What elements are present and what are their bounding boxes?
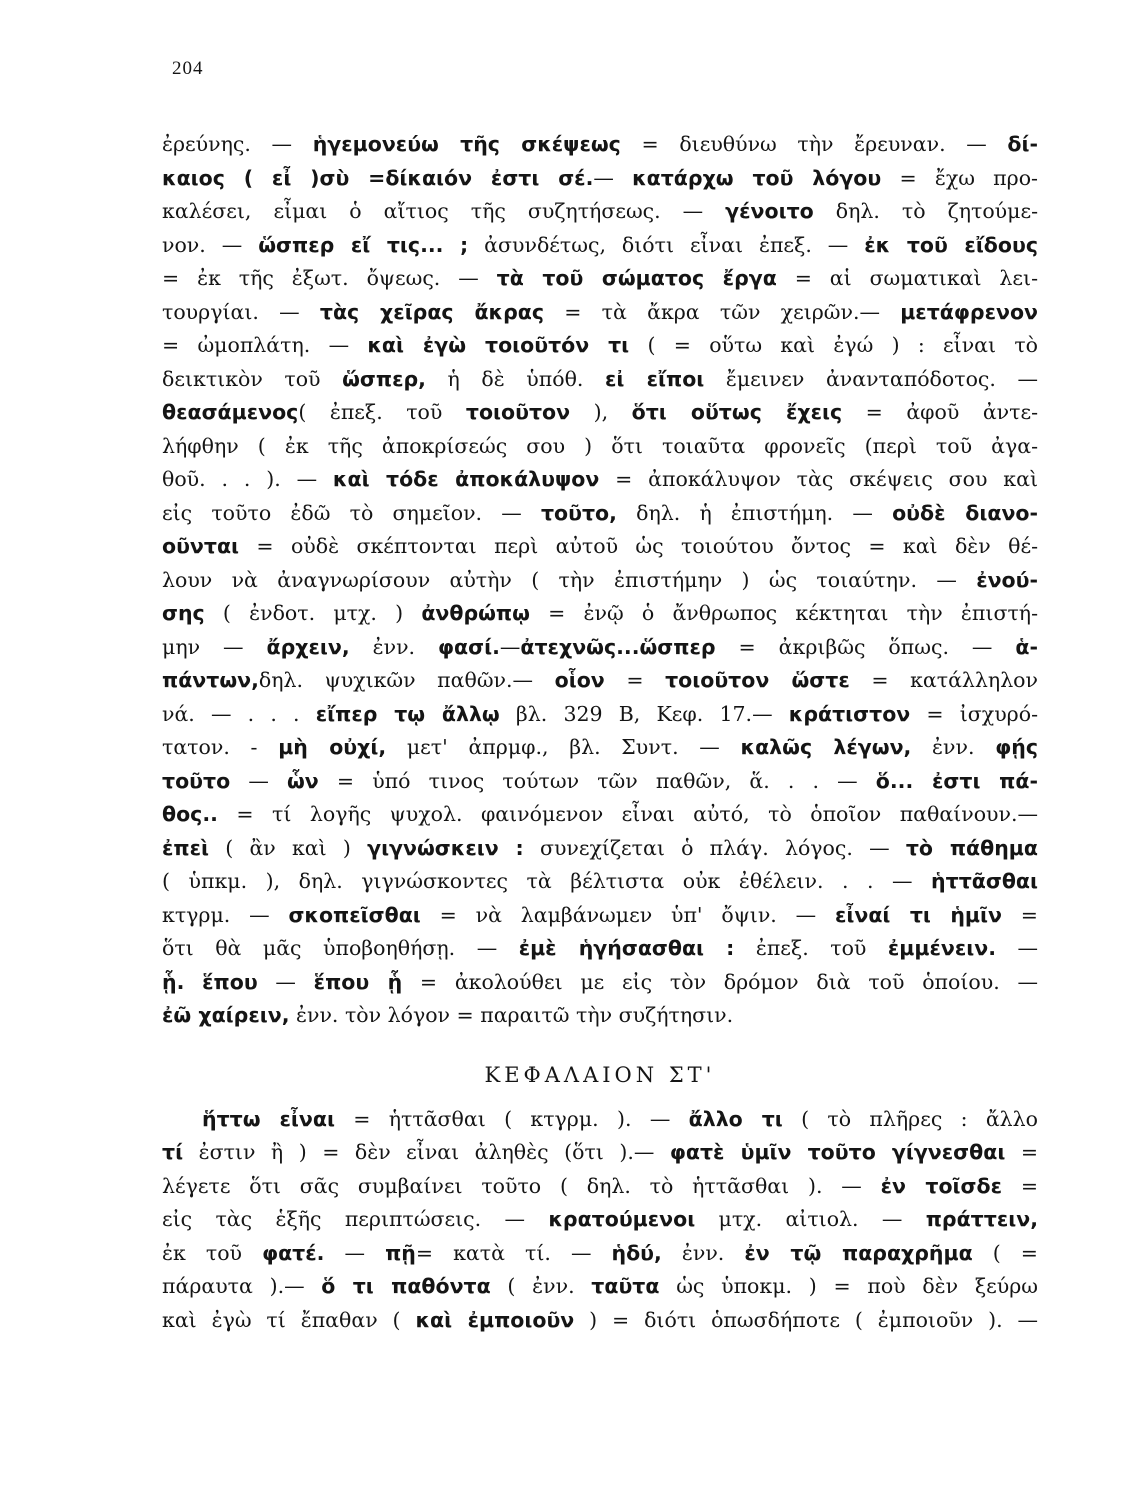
lemma: ἡγεμονεύω τῆς σκέψεως: [312, 132, 621, 156]
text-line: [162, 932, 1038, 966]
text-line: [162, 430, 1038, 464]
commentary-text: εἰς τὰς ἑξῆς περιπτώσεις. —: [162, 1207, 549, 1231]
lemma: καλῶς λέγων,: [740, 735, 912, 759]
lemma: κατάρχω τοῦ λόγου: [632, 165, 882, 190]
text-line: [162, 396, 1038, 430]
lemma: οῦνται: [162, 534, 240, 558]
text-line: [162, 798, 1038, 832]
text-line: [162, 765, 1038, 799]
commentary-text: ὅτι θὰ μᾶς ὑποβοηθήσῃ. —: [162, 936, 519, 960]
lemma: ἥττω εἶναι: [202, 1106, 335, 1131]
text-line: [162, 597, 1038, 631]
lemma: ὥσπερ,: [342, 366, 426, 391]
lemma: ὅ τι παθόντα: [321, 1274, 491, 1298]
commentary-text: = ἰσχυρό-: [910, 701, 1038, 726]
lemma: τὰς χεῖρας ἄκρας: [319, 299, 545, 324]
commentary-text: κτγρμ. —: [162, 902, 289, 927]
lemma: κρατούμενοι: [548, 1207, 696, 1231]
commentary-text: ἐπεξ. τοῦ: [734, 936, 888, 960]
lemma: ἁ-: [1015, 634, 1038, 659]
lemma: κράτιστον: [788, 701, 911, 726]
commentary-text: ἐνν.: [911, 735, 996, 759]
commentary-text: ( ἐπεξ. τοῦ: [298, 400, 466, 424]
commentary-text: συνεχίζεται ὁ πλάγ. λόγος. —: [523, 835, 906, 860]
commentary-text: ( ἂν καὶ ): [209, 835, 368, 860]
lemma: ᾗ.: [162, 969, 185, 994]
text-line: [162, 1237, 1038, 1271]
text-line: [162, 1203, 1038, 1237]
commentary-text: —: [499, 634, 521, 659]
commentary-text: = οὐδὲ σκέπτονται περὶ αὐτοῦ ὡς τοιούτου ὄντος = καὶ δὲν θέ-: [239, 534, 1038, 558]
lemma: τὸ πάθημα: [905, 835, 1038, 860]
commentary-text: ἐνν.: [661, 1240, 745, 1265]
lemma: ὅτι οὕτως ἔχεις: [631, 400, 843, 424]
commentary-section-1: [162, 128, 1038, 1033]
commentary-text: νον. —: [162, 232, 259, 257]
chapter-heading: ΚΕΦΑΛΑΙΟΝ ΣΤ': [484, 1062, 716, 1087]
text-line: [162, 128, 1038, 162]
commentary-section-2: [162, 1103, 1038, 1338]
commentary-text: = τὰ ἄκρα τῶν χειρῶν.—: [544, 299, 901, 324]
lemma: εἴπερ τῳ ἄλλῳ: [315, 701, 500, 726]
commentary-text: = ἀκολούθει με εἰς τὸν δρόμον διὰ τοῦ ὁποίου. —: [402, 969, 1038, 994]
commentary-text: δηλ. ἡ ἐπιστήμη. —: [616, 500, 893, 525]
text-line: [162, 664, 1038, 698]
commentary-text: ἐστιν ἢ ) = δὲν εἶναι ἀληθὲς (ὅτι ).—: [183, 1140, 670, 1164]
text-line: [162, 564, 1038, 598]
commentary-text: [184, 970, 202, 994]
commentary-text: =: [1005, 1140, 1038, 1164]
lemma: φατὲ ὑμῖν τοῦτο γίγνεσθαι: [669, 1140, 1006, 1164]
commentary-text: ἐνν. τὸν λόγον = παραιτῶ τὴν συζήτησιν.: [289, 1003, 734, 1027]
commentary-text: βλ. 329 B, Κεφ. 17.—: [499, 701, 789, 726]
lemma: τοῦτο,: [540, 500, 617, 525]
text-line: [162, 329, 1038, 363]
text-line: [162, 631, 1038, 665]
commentary-text: = τί λογῆς ψυχολ. φαινόμενον εἶναι αὐτό, τὸ ὁποῖον παθαίνουν.—: [217, 802, 1038, 826]
lemma: τοιοῦτον: [465, 400, 571, 424]
commentary-text: ( ἐνδοτ. μτχ. ): [204, 601, 422, 625]
lemma: τοῦτο: [162, 768, 231, 793]
commentary-text: λουν νὰ ἀναγνωρίσουν αὐτὴν ( τὴν ἐπιστήμην ) ὡς τοιαύτην. —: [162, 567, 977, 592]
lemma: ὧν: [286, 768, 319, 793]
commentary-text: καὶ ἐγὼ τί ἔπαθαν (: [162, 1307, 416, 1332]
lemma: ἡδύ,: [611, 1240, 662, 1265]
text-line: [162, 698, 1038, 732]
lemma: ἐμὲ ἡγήσασθαι :: [518, 936, 735, 960]
lemma: καὶ ἐμποιοῦν: [415, 1307, 575, 1332]
commentary-body: [162, 128, 1038, 1337]
text-line: [162, 1103, 1038, 1137]
text-line: [162, 530, 1038, 564]
commentary-text: ἐρεύνης. —: [162, 132, 313, 156]
lemma: σκοπεῖσθαι: [288, 902, 421, 927]
lemma: ὅ... ἐστι πά-: [875, 768, 1038, 793]
lemma: μετάφρενον: [900, 299, 1038, 324]
commentary-text: λήφθην ( ἐκ τῆς ἀποκρίσεώς σου ) ὅτι τοιαῦτα φρονεῖς (περὶ τοῦ ἀγα-: [162, 433, 1038, 458]
commentary-text: = ἀκριβῶς ὅπως. —: [715, 634, 1016, 659]
lemma: ταῦτα: [591, 1274, 660, 1298]
lemma: καὶ ἐγὼ τοιοῦτόν τι: [367, 333, 630, 357]
lemma: καὶ τόδε ἀποκάλυψον: [332, 467, 600, 491]
lemma: τὰ τοῦ σώματος ἔργα: [496, 266, 777, 290]
text-line: [162, 1304, 1038, 1338]
commentary-text: ἀσυνδέτως, διότι εἶναι ἐπεξ. —: [468, 232, 865, 257]
commentary-text: ὡς ὑποκμ. ) = ποὺ δὲν ξεύρω: [659, 1274, 1038, 1298]
lemma: πῇ: [385, 1240, 416, 1265]
text-line: [162, 363, 1038, 397]
commentary-text: = ἡττᾶσθαι ( κτγρμ. ). —: [334, 1106, 689, 1131]
lemma: γιγνώσκειν :: [367, 835, 524, 860]
commentary-text: δεικτικὸν τοῦ: [162, 366, 343, 391]
text-line: [162, 497, 1038, 531]
text-line: [162, 162, 1038, 196]
commentary-text: εἰς τοῦτο ἐδῶ τὸ σημεῖον. —: [162, 500, 541, 525]
commentary-text: —: [257, 969, 314, 994]
commentary-text: ( ὑπκμ. ), δηλ. γιγνώσκοντες τὰ βέλτιστα οὐκ ἐθέλειν. . . —: [162, 869, 932, 893]
commentary-text: —: [230, 768, 287, 793]
commentary-text: τατον. -: [162, 735, 279, 759]
text-line: [162, 999, 1038, 1033]
lemma: τοιοῦτον ὥστε: [665, 668, 850, 692]
text-line: [162, 1170, 1038, 1204]
lemma: φατέ.: [262, 1240, 325, 1265]
commentary-text: δηλ. ψυχικῶν παθῶν.—: [258, 668, 555, 692]
commentary-text: καλέσει, εἶμαι ὁ αἴτιος τῆς συζητήσεως. —: [162, 199, 726, 223]
commentary-text: ἔμεινεν ἀνανταπόδοτος. —: [704, 366, 1038, 391]
commentary-text: δηλ. τὸ ζητούμε-: [813, 199, 1038, 223]
commentary-text: μετ' ἀπρμφ., βλ. Συντ. —: [386, 735, 741, 759]
lemma: καιος ( εἶ )σὺ =δίκαιόν ἐστι σέ.: [162, 165, 594, 190]
lemma: πράττειν,: [925, 1207, 1038, 1231]
commentary-text: πάραυτα ).—: [162, 1274, 322, 1298]
text-line: [162, 731, 1038, 765]
lemma: πάντων,: [162, 668, 259, 692]
lemma: οἷον: [554, 668, 605, 692]
lemma: ἐν τοῖσδε: [880, 1173, 1003, 1198]
lemma: εἶναί τι ἡμῖν: [834, 902, 1002, 927]
lemma: ἐνού-: [976, 567, 1038, 592]
commentary-text: =: [1001, 902, 1038, 927]
commentary-text: =: [1002, 1173, 1038, 1198]
commentary-text: = αἱ σωματικαὶ λει-: [776, 266, 1038, 290]
commentary-text: =: [604, 668, 666, 692]
commentary-text: ( τὸ πλῆρες : ἄλλο: [782, 1106, 1038, 1131]
lemma: ἀτεχνῶς...ὥσπερ: [520, 634, 716, 659]
text-line: [162, 463, 1038, 497]
commentary-text: = ἀποκάλυψον τὰς σκέψεις σου καὶ: [599, 467, 1038, 491]
lemma: ἐῶ χαίρειν,: [162, 1003, 290, 1027]
commentary-text: = κατάλληλον: [849, 668, 1038, 692]
text-line: [162, 966, 1038, 1000]
text-line: [162, 832, 1038, 866]
commentary-text: —: [324, 1240, 386, 1265]
commentary-text: —: [995, 936, 1038, 960]
lemma: ἐκ τοῦ εἴδους: [864, 232, 1038, 257]
commentary-text: ( = οὕτω καὶ ἐγώ ) : εἶναι τὸ: [629, 333, 1038, 357]
text-line: [162, 1270, 1038, 1304]
commentary-text: ( =: [972, 1240, 1038, 1265]
lemma: φῄς: [995, 735, 1038, 759]
lemma: ἐμμένειν.: [887, 936, 996, 960]
commentary-text: = ὠμοπλάτη. —: [162, 333, 368, 357]
commentary-text: —: [593, 165, 633, 190]
commentary-text: ἐνν.: [349, 634, 439, 659]
page-number: 204: [172, 58, 204, 79]
commentary-text: = κατὰ τί. —: [415, 1240, 612, 1265]
commentary-text: ( ἐνν.: [490, 1274, 592, 1298]
lemma: σης: [162, 601, 205, 625]
commentary-text: = ἔχω προ-: [881, 165, 1038, 190]
commentary-text: = νὰ λαμβάνωμεν ὑπ' ὄψιν. —: [420, 902, 835, 927]
commentary-text: = ἐνῷ ὁ ἄνθρωπος κέκτηται τὴν ἐπιστή-: [529, 601, 1038, 625]
lemma: θεασάμενος: [162, 400, 299, 424]
lemma: ἄλλο τι: [688, 1106, 783, 1131]
commentary-text: θοῦ. . . ). —: [162, 467, 333, 491]
text-line: [162, 296, 1038, 330]
lemma: ἄρχειν,: [266, 634, 350, 659]
text-line: [162, 262, 1038, 296]
lemma: τί: [162, 1140, 184, 1164]
commentary-text: μην —: [162, 634, 267, 659]
lemma: ὥσπερ εἴ τις... ;: [258, 232, 469, 257]
commentary-text: ἡ δὲ ὑπόθ.: [425, 366, 605, 391]
lemma: γένοιτο: [725, 199, 814, 223]
commentary-text: = ὑπό τινος τούτων τῶν παθῶν, ἅ. . . —: [318, 768, 876, 793]
commentary-text: ) = διότι ὁπωσδήποτε ( ἐμποιοῦν ). —: [574, 1307, 1038, 1332]
commentary-text: μτχ. αἰτιολ. —: [695, 1207, 926, 1231]
lemma: μὴ οὐχί,: [278, 735, 387, 759]
text-line: [162, 1136, 1038, 1170]
commentary-text: ἐκ τοῦ: [162, 1240, 263, 1265]
lemma: ἕπου ᾗ: [313, 969, 403, 994]
lemma: ἀνθρώπῳ: [421, 601, 530, 625]
text-line: [162, 865, 1038, 899]
lemma: ἡττᾶσθαι: [931, 869, 1038, 893]
lemma: δί-: [1007, 132, 1038, 156]
commentary-text: τουργίαι. —: [162, 299, 320, 324]
commentary-text: λέγετε ὅτι σᾶς συμβαίνει τοῦτο ( δηλ. τὸ ἡττᾶσθαι ). —: [162, 1173, 881, 1198]
lemma: ἐπεὶ: [162, 835, 210, 860]
text-line: [162, 229, 1038, 263]
commentary-text: = ἀφοῦ ἀντε-: [842, 400, 1038, 424]
commentary-text: ),: [570, 400, 632, 424]
commentary-text: = ἐκ τῆς ἐξωτ. ὄψεως. —: [162, 266, 497, 290]
lemma: οὐδὲ διανο-: [892, 500, 1038, 525]
lemma: εἰ εἴποι: [605, 366, 705, 391]
lemma: ἐν τῷ παραχρῆμα: [744, 1240, 973, 1265]
commentary-text: νά. — . . .: [162, 701, 316, 726]
text-line: [162, 899, 1038, 933]
lemma: θος..: [162, 802, 218, 826]
lemma: ἕπου: [202, 969, 258, 994]
commentary-text: = διευθύνω τὴν ἔρευναν. —: [620, 132, 1008, 156]
text-line: [162, 195, 1038, 229]
lemma: φασί.: [438, 634, 500, 659]
